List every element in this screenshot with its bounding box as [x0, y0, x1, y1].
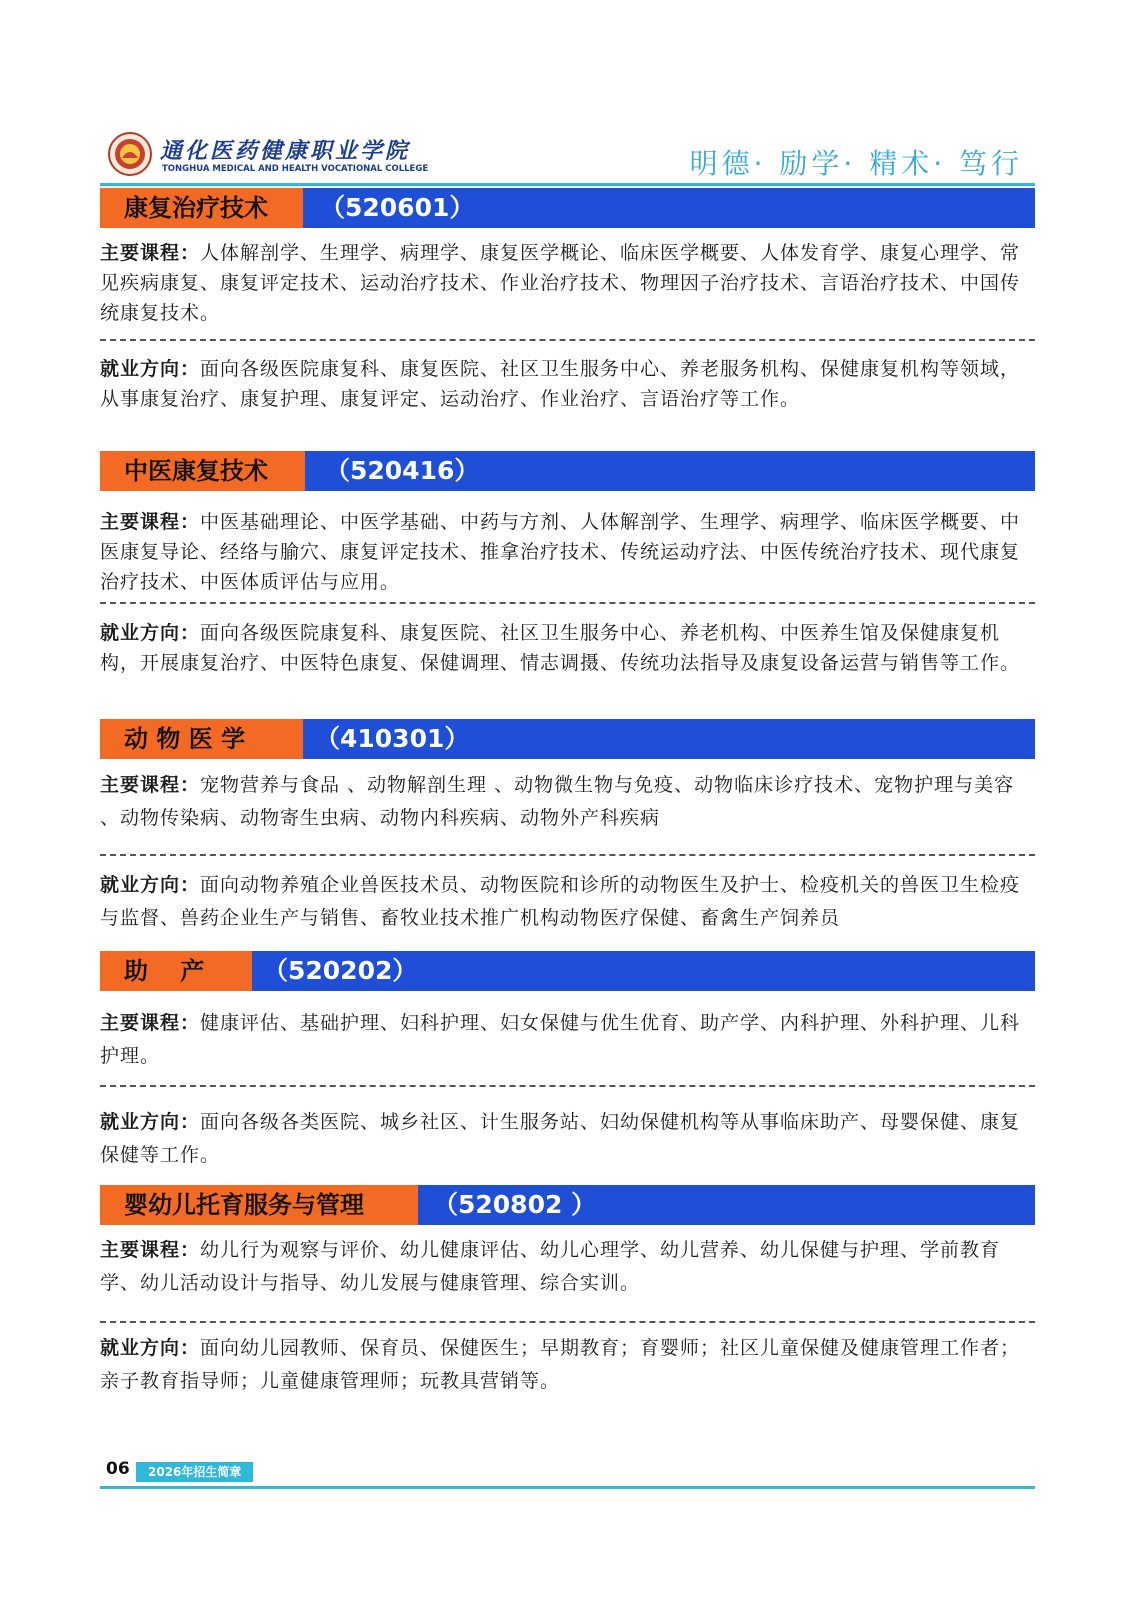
major-code: （520802 ）	[433, 1190, 597, 1219]
major-section-rehab-therapy	[100, 188, 1035, 410]
career-label: 就业方向：	[100, 622, 201, 644]
footer-rule	[100, 1486, 1035, 1489]
major-name: 婴幼儿托育服务与管理	[124, 1191, 364, 1219]
major-title-bar	[100, 1185, 1035, 1225]
career-label: 就业方向：	[100, 358, 201, 380]
college-logo-icon	[108, 132, 152, 176]
major-courses	[100, 238, 1035, 328]
courses-label: 主要课程：	[100, 511, 201, 533]
courses-label: 主要课程：	[100, 242, 201, 264]
courses-label: 主要课程：	[100, 1012, 201, 1034]
major-courses	[100, 1007, 1035, 1073]
major-name: 中医康复技术	[124, 457, 268, 485]
college-name-en: TONGHUA MEDICAL AND HEALTH VOCATIONAL COLLEGE	[162, 164, 429, 174]
section-divider	[100, 1085, 1035, 1087]
career-text: 面向各级各类医院、城乡社区、计生服务站、妇幼保健机构等从事临床助产、母婴保健、康复保健等工作。	[100, 1111, 1021, 1166]
courses-label: 主要课程：	[100, 1239, 201, 1261]
major-title-bar	[100, 188, 1035, 228]
career-text: 面向幼儿园教师、保育员、保健医生；早期教育；育婴师；社区儿童保健及健康管理工作者；亲子教育指导师；儿童健康管理师；玩教具营销等。	[100, 1337, 1021, 1392]
page-header	[100, 126, 1035, 186]
career-label: 就业方向：	[100, 874, 201, 896]
section-divider	[100, 1321, 1035, 1323]
courses-text: 幼儿行为观察与评价、幼儿健康评估、幼儿心理学、幼儿营养、幼儿保健与护理、学前教育学、幼儿活动设计与指导、幼儿发展与健康管理、综合实训。	[100, 1239, 1001, 1294]
major-courses	[100, 507, 1035, 597]
section-divider	[100, 339, 1035, 341]
college-name-cn: 通化医药健康职业学院	[160, 138, 411, 164]
career-label: 就业方向：	[100, 1111, 201, 1133]
major-courses	[100, 769, 1035, 835]
major-career	[100, 1106, 1035, 1172]
major-code: （410301）	[315, 724, 470, 753]
major-name: 康复治疗技术	[124, 194, 268, 222]
brochure-tag: 2026年招生简章	[136, 1462, 253, 1482]
courses-text: 人体解剖学、生理学、病理学、康复医学概论、临床医学概要、人体发育学、康复心理学、常见疾病康复、康复评定技术、运动治疗技术、作业治疗技术、物理因子治疗技术、言语治疗技术、中国传统康复技术。	[100, 242, 1021, 324]
major-name: 助 产	[124, 957, 205, 985]
major-code: （520202）	[263, 956, 418, 985]
header-rule	[100, 183, 1035, 186]
courses-text: 中医基础理论、中医学基础、中药与方剂、人体解剖学、生理学、病理学、临床医学概要、中医康复导论、经络与腧穴、康复评定技术、推拿治疗技术、传统运动疗法、中医传统治疗技术、现代康复治疗技术、中医体质评估与应用。	[100, 511, 1021, 593]
major-title-bar	[100, 719, 1035, 759]
major-career	[100, 618, 1035, 678]
courses-label: 主要课程：	[100, 774, 201, 796]
section-divider	[100, 854, 1035, 856]
major-title-bar	[100, 951, 1035, 991]
career-text: 面向各级医院康复科、康复医院、社区卫生服务中心、养老服务机构、保健康复机构等领域，从事康复治疗、康复护理、康复评定、运动治疗、作业治疗、言语治疗等工作。	[100, 358, 1021, 410]
major-code: （520416）	[325, 456, 480, 485]
major-name: 动 物 医 学	[124, 725, 246, 753]
section-divider	[100, 602, 1035, 604]
courses-text: 宠物营养与食品 、动物解剖生理 、动物微生物与免疫、动物临床诊疗技术、宠物护理与美容 、动物传染病、动物寄生虫病、动物内科疾病、动物外产科疾病	[100, 774, 1015, 829]
major-career	[100, 869, 1035, 935]
page-number: 06	[106, 1459, 130, 1479]
college-motto: 明德· 励学· 精术· 笃行	[689, 147, 1023, 180]
major-title-bar	[100, 451, 1035, 491]
major-career	[100, 1332, 1035, 1398]
major-section-veterinary	[100, 719, 1035, 929]
courses-text: 健康评估、基础护理、妇科护理、妇女保健与优生优育、助产学、内科护理、外科护理、儿科护理。	[100, 1012, 1021, 1067]
major-section-midwifery	[100, 951, 1035, 1166]
major-section-infant-care	[100, 1185, 1035, 1392]
major-section-tcm-rehab	[100, 451, 1035, 674]
major-career	[100, 354, 1035, 414]
major-code: （520601）	[320, 193, 475, 222]
career-text: 面向动物养殖企业兽医技术员、动物医院和诊所的动物医生及护士、检疫机关的兽医卫生检疫与监督、兽药企业生产与销售、畜牧业技术推广机构动物医疗保健、畜禽生产饲养员	[100, 874, 1021, 929]
major-courses	[100, 1234, 1035, 1300]
career-text: 面向各级医院康复科、康复医院、社区卫生服务中心、养老机构、中医养生馆及保健康复机构，开展康复治疗、中医特色康复、保健调理、情志调摄、传统功法指导及康复设备运营与销售等工作。	[100, 622, 1021, 674]
career-label: 就业方向：	[100, 1337, 201, 1359]
